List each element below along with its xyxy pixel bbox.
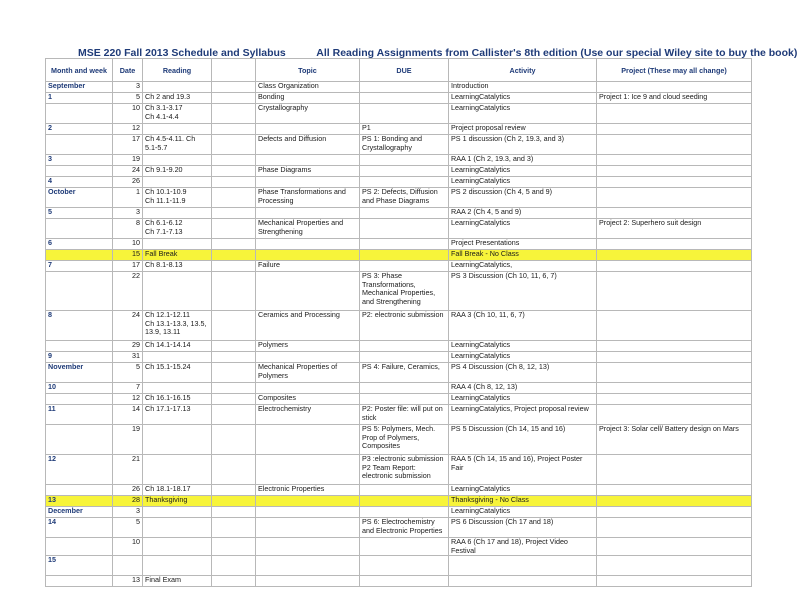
cell-blank — [212, 405, 256, 425]
cell-week — [46, 341, 113, 352]
cell-project — [597, 177, 752, 188]
cell-week: November — [46, 363, 113, 383]
cell-date: 3 — [113, 82, 143, 93]
cell-week: 12 — [46, 455, 113, 485]
cell-topic: Phase Diagrams — [256, 166, 360, 177]
cell-reading: Ch 12.1-12.11 Ch 13.1-13.3, 13.5, 13.9, 13.11 — [143, 311, 212, 341]
cell-blank — [212, 82, 256, 93]
cell-reading — [143, 425, 212, 455]
cell-date: 17 — [113, 261, 143, 272]
cell-activity: LearningCatalytics — [449, 104, 597, 124]
table-row — [46, 135, 752, 155]
cell-topic: Failure — [256, 261, 360, 272]
cell-date: 21 — [113, 455, 143, 485]
cell-project — [597, 82, 752, 93]
cell-due — [360, 507, 449, 518]
cell-due: PS 6: Electrochemistry and Electronic Properties — [360, 518, 449, 538]
cell-due — [360, 556, 449, 576]
table-row — [46, 352, 752, 363]
cell-due — [360, 239, 449, 250]
cell-activity: LearningCatalytics, — [449, 261, 597, 272]
cell-blank — [212, 538, 256, 556]
header-topic: Topic — [256, 59, 360, 82]
cell-topic — [256, 352, 360, 363]
cell-date: 5 — [113, 518, 143, 538]
cell-due: P2: Poster file: will put on stick — [360, 405, 449, 425]
cell-project — [597, 261, 752, 272]
cell-blank — [212, 93, 256, 104]
cell-blank — [212, 188, 256, 208]
table-row — [46, 311, 752, 341]
table-row — [46, 507, 752, 518]
cell-project — [597, 363, 752, 383]
cell-activity: RAA 1 (Ch 2, 19.3, and 3) — [449, 155, 597, 166]
cell-project — [597, 538, 752, 556]
cell-week: 15 — [46, 556, 113, 576]
cell-week: December — [46, 507, 113, 518]
cell-activity: LearningCatalytics — [449, 352, 597, 363]
cell-topic: Defects and Diffusion — [256, 135, 360, 155]
cell-week — [46, 219, 113, 239]
cell-blank — [212, 166, 256, 177]
cell-activity: Introduction — [449, 82, 597, 93]
cell-activity: Project Presentations — [449, 239, 597, 250]
cell-due: P2: electronic submission — [360, 311, 449, 341]
cell-reading — [143, 518, 212, 538]
header-blank — [212, 59, 256, 82]
cell-due: P3 :electronic submission P2 Team Report: electronic submission — [360, 455, 449, 485]
cell-topic: Bonding — [256, 93, 360, 104]
cell-blank — [212, 576, 256, 587]
cell-week — [46, 135, 113, 155]
header-activity: Activity — [449, 59, 597, 82]
cell-week: 14 — [46, 518, 113, 538]
cell-due: PS 2: Defects, Diffusion and Phase Diagrams — [360, 188, 449, 208]
cell-due: PS 5: Polymers, Mech. Prop of Polymers, Composites — [360, 425, 449, 455]
cell-reading: Ch 14.1-14.14 — [143, 341, 212, 352]
cell-project — [597, 455, 752, 485]
cell-week: 9 — [46, 352, 113, 363]
cell-date: 24 — [113, 166, 143, 177]
cell-reading: Ch 9.1-9.20 — [143, 166, 212, 177]
cell-reading — [143, 538, 212, 556]
cell-project — [597, 272, 752, 311]
cell-date: 19 — [113, 155, 143, 166]
cell-activity: RAA 5 (Ch 14, 15 and 16), Project Poster Fair — [449, 455, 597, 485]
cell-activity: RAA 2 (Ch 4, 5 and 9) — [449, 208, 597, 219]
cell-reading: Fall Break — [143, 250, 212, 261]
cell-project: Project 1: Ice 9 and cloud seeding — [597, 93, 752, 104]
cell-due — [360, 383, 449, 394]
table-row — [46, 363, 752, 383]
cell-week: 7 — [46, 261, 113, 272]
cell-reading: Ch 6.1-6.12 Ch 7.1-7.13 — [143, 219, 212, 239]
cell-date: 28 — [113, 496, 143, 507]
cell-topic: Crystallography — [256, 104, 360, 124]
cell-topic — [256, 177, 360, 188]
cell-blank — [212, 394, 256, 405]
cell-date: 3 — [113, 208, 143, 219]
cell-blank — [212, 485, 256, 496]
cell-topic — [256, 383, 360, 394]
cell-activity: Thanksgiving - No Class — [449, 496, 597, 507]
table-row — [46, 177, 752, 188]
schedule-table — [45, 58, 752, 587]
cell-topic: Composites — [256, 394, 360, 405]
header-due: DUE — [360, 59, 449, 82]
cell-project — [597, 383, 752, 394]
cell-topic — [256, 425, 360, 455]
table-row — [46, 425, 752, 455]
cell-due — [360, 538, 449, 556]
cell-topic: Mechanical Properties and Strengthening — [256, 219, 360, 239]
cell-due: PS 4: Failure, Ceramics, — [360, 363, 449, 383]
cell-project — [597, 556, 752, 576]
cell-topic: Ceramics and Processing — [256, 311, 360, 341]
cell-week: 13 — [46, 496, 113, 507]
cell-reading: Ch 16.1-16.15 — [143, 394, 212, 405]
cell-topic — [256, 538, 360, 556]
cell-week: 8 — [46, 311, 113, 341]
cell-blank — [212, 363, 256, 383]
cell-topic: Class Organization — [256, 82, 360, 93]
cell-date: 10 — [113, 104, 143, 124]
cell-reading: Final Exam — [143, 576, 212, 587]
cell-date: 12 — [113, 394, 143, 405]
cell-due — [360, 496, 449, 507]
reading-note: All Reading Assignments from Callister's 8th edition (Use our special Wiley site to buy the book) — [316, 47, 798, 59]
cell-reading — [143, 383, 212, 394]
table-row — [46, 405, 752, 425]
cell-blank — [212, 352, 256, 363]
cell-topic — [256, 556, 360, 576]
cell-reading — [143, 239, 212, 250]
cell-topic — [256, 155, 360, 166]
cell-blank — [212, 219, 256, 239]
cell-date: 26 — [113, 485, 143, 496]
cell-reading: Ch 2 and 19.3 — [143, 93, 212, 104]
cell-week — [46, 576, 113, 587]
cell-project — [597, 135, 752, 155]
cell-blank — [212, 507, 256, 518]
cell-date: 24 — [113, 311, 143, 341]
cell-reading: Ch 10.1-10.9 Ch 11.1-11.9 — [143, 188, 212, 208]
cell-topic: Electrochemistry — [256, 405, 360, 425]
table-row — [46, 272, 752, 311]
cell-blank — [212, 383, 256, 394]
cell-topic — [256, 124, 360, 135]
cell-week: 3 — [46, 155, 113, 166]
table-row — [46, 496, 752, 507]
table-row — [46, 455, 752, 485]
cell-topic: Phase Transformations and Processing — [256, 188, 360, 208]
cell-project — [597, 250, 752, 261]
cell-blank — [212, 155, 256, 166]
cell-date: 5 — [113, 363, 143, 383]
table-row — [46, 556, 752, 576]
cell-project — [597, 405, 752, 425]
cell-date: 15 — [113, 250, 143, 261]
cell-due — [360, 352, 449, 363]
cell-due — [360, 155, 449, 166]
header-project: Project (These may all change) — [597, 59, 752, 82]
cell-topic: Electronic Properties — [256, 485, 360, 496]
cell-date: 7 — [113, 383, 143, 394]
cell-activity: LearningCatalytics — [449, 166, 597, 177]
cell-reading — [143, 177, 212, 188]
header-date: Date — [113, 59, 143, 82]
cell-week — [46, 272, 113, 311]
cell-due — [360, 341, 449, 352]
cell-reading — [143, 208, 212, 219]
cell-reading — [143, 82, 212, 93]
cell-project — [597, 576, 752, 587]
cell-project — [597, 239, 752, 250]
cell-due — [360, 104, 449, 124]
cell-blank — [212, 556, 256, 576]
cell-blank — [212, 272, 256, 311]
cell-reading — [143, 507, 212, 518]
cell-blank — [212, 208, 256, 219]
cell-reading: Ch 18.1-18.17 — [143, 485, 212, 496]
cell-activity: LearningCatalytics — [449, 177, 597, 188]
cell-week — [46, 538, 113, 556]
cell-date: 14 — [113, 405, 143, 425]
cell-reading — [143, 352, 212, 363]
cell-blank — [212, 177, 256, 188]
header-reading: Reading — [143, 59, 212, 82]
cell-reading: Ch 17.1-17.13 — [143, 405, 212, 425]
cell-project — [597, 341, 752, 352]
cell-activity: PS 4 Discussion (Ch 8, 12, 13) — [449, 363, 597, 383]
cell-due: PS 3: Phase Transformations, Mechanical Properties, and Strengthening — [360, 272, 449, 311]
cell-activity: Fall Break - No Class — [449, 250, 597, 261]
cell-project — [597, 496, 752, 507]
cell-blank — [212, 124, 256, 135]
cell-date: 10 — [113, 239, 143, 250]
cell-due — [360, 208, 449, 219]
table-row — [46, 341, 752, 352]
table-row — [46, 208, 752, 219]
cell-date: 3 — [113, 507, 143, 518]
cell-week: 1 — [46, 93, 113, 104]
cell-activity: PS 6 Discussion (Ch 17 and 18) — [449, 518, 597, 538]
table-row — [46, 518, 752, 538]
table-row — [46, 394, 752, 405]
cell-due: PS 1: Bonding and Crystallography — [360, 135, 449, 155]
cell-week — [46, 394, 113, 405]
cell-activity — [449, 576, 597, 587]
cell-week — [46, 104, 113, 124]
cell-date: 31 — [113, 352, 143, 363]
cell-due — [360, 82, 449, 93]
cell-date: 5 — [113, 93, 143, 104]
cell-topic — [256, 576, 360, 587]
cell-week: 11 — [46, 405, 113, 425]
cell-topic — [256, 507, 360, 518]
table-row — [46, 104, 752, 124]
cell-date — [113, 556, 143, 576]
cell-reading: Ch 8.1-8.13 — [143, 261, 212, 272]
cell-due — [360, 219, 449, 239]
table-row — [46, 93, 752, 104]
cell-reading — [143, 124, 212, 135]
cell-topic — [256, 208, 360, 219]
cell-due — [360, 177, 449, 188]
cell-project — [597, 155, 752, 166]
cell-topic — [256, 250, 360, 261]
table-row — [46, 576, 752, 587]
cell-date: 29 — [113, 341, 143, 352]
cell-reading — [143, 155, 212, 166]
cell-date: 8 — [113, 219, 143, 239]
cell-due — [360, 250, 449, 261]
cell-project — [597, 188, 752, 208]
cell-week — [46, 166, 113, 177]
cell-date: 19 — [113, 425, 143, 455]
cell-activity: LearningCatalytics — [449, 93, 597, 104]
cell-project — [597, 507, 752, 518]
cell-project — [597, 166, 752, 177]
cell-activity: PS 2 discussion (Ch 4, 5 and 9) — [449, 188, 597, 208]
table-row — [46, 124, 752, 135]
cell-due — [360, 261, 449, 272]
cell-activity: LearningCatalytics — [449, 341, 597, 352]
cell-blank — [212, 455, 256, 485]
cell-project — [597, 518, 752, 538]
cell-activity: RAA 4 (Ch 8, 12, 13) — [449, 383, 597, 394]
cell-reading — [143, 455, 212, 485]
cell-week: September — [46, 82, 113, 93]
cell-blank — [212, 425, 256, 455]
cell-date: 13 — [113, 576, 143, 587]
cell-date: 17 — [113, 135, 143, 155]
cell-project — [597, 394, 752, 405]
cell-activity: LearningCatalytics, Project proposal review — [449, 405, 597, 425]
cell-activity: PS 5 Discussion (Ch 14, 15 and 16) — [449, 425, 597, 455]
cell-topic — [256, 239, 360, 250]
cell-reading: Thanksgiving — [143, 496, 212, 507]
cell-activity: LearningCatalytics — [449, 394, 597, 405]
cell-project — [597, 311, 752, 341]
cell-week: 10 — [46, 383, 113, 394]
cell-due — [360, 93, 449, 104]
table-row — [46, 219, 752, 239]
cell-reading — [143, 272, 212, 311]
cell-date: 1 — [113, 188, 143, 208]
cell-project — [597, 485, 752, 496]
cell-date: 26 — [113, 177, 143, 188]
table-row — [46, 485, 752, 496]
cell-activity — [449, 556, 597, 576]
cell-blank — [212, 135, 256, 155]
table-row — [46, 383, 752, 394]
cell-project — [597, 104, 752, 124]
table-row — [46, 155, 752, 166]
table-row — [46, 538, 752, 556]
cell-topic — [256, 518, 360, 538]
cell-blank — [212, 496, 256, 507]
cell-due — [360, 576, 449, 587]
cell-blank — [212, 518, 256, 538]
cell-topic — [256, 272, 360, 311]
cell-project: Project 2: Superhero suit design — [597, 219, 752, 239]
table-row — [46, 239, 752, 250]
header-row — [46, 59, 752, 82]
table-row — [46, 188, 752, 208]
cell-date: 12 — [113, 124, 143, 135]
cell-activity: Project proposal review — [449, 124, 597, 135]
cell-topic: Mechanical Properties of Polymers — [256, 363, 360, 383]
cell-project — [597, 124, 752, 135]
cell-week: 5 — [46, 208, 113, 219]
cell-reading: Ch 4.5-4.11. Ch 5.1-5.7 — [143, 135, 212, 155]
cell-project: Project 3: Solar cell/ Battery design on Mars — [597, 425, 752, 455]
cell-blank — [212, 239, 256, 250]
cell-activity: PS 1 discussion (Ch 2, 19.3, and 3) — [449, 135, 597, 155]
cell-reading: Ch 15.1-15.24 — [143, 363, 212, 383]
course-title: MSE 220 Fall 2013 Schedule and Syllabus — [78, 47, 286, 59]
cell-activity: PS 3 Discussion (Ch 10, 11, 6, 7) — [449, 272, 597, 311]
cell-week — [46, 425, 113, 455]
cell-week — [46, 485, 113, 496]
cell-topic: Polymers — [256, 341, 360, 352]
cell-reading: Ch 3.1-3.17 Ch 4.1-4.4 — [143, 104, 212, 124]
cell-due — [360, 485, 449, 496]
cell-activity: LearningCatalytics — [449, 219, 597, 239]
cell-activity: LearningCatalytics — [449, 485, 597, 496]
cell-week: 6 — [46, 239, 113, 250]
cell-blank — [212, 341, 256, 352]
cell-blank — [212, 311, 256, 341]
cell-due: P1 — [360, 124, 449, 135]
cell-project — [597, 208, 752, 219]
cell-date: 10 — [113, 538, 143, 556]
cell-week: October — [46, 188, 113, 208]
table-row — [46, 250, 752, 261]
cell-topic — [256, 455, 360, 485]
cell-activity: RAA 3 (Ch 10, 11, 6, 7) — [449, 311, 597, 341]
header-month-week: Month and week — [46, 59, 113, 82]
table-row — [46, 166, 752, 177]
table-row — [46, 261, 752, 272]
table-row — [46, 82, 752, 93]
cell-blank — [212, 261, 256, 272]
cell-week: 2 — [46, 124, 113, 135]
cell-blank — [212, 104, 256, 124]
cell-activity: RAA 6 (Ch 17 and 18), Project Video Festival — [449, 538, 597, 556]
cell-blank — [212, 250, 256, 261]
cell-due — [360, 394, 449, 405]
cell-project — [597, 352, 752, 363]
cell-topic — [256, 496, 360, 507]
cell-reading — [143, 556, 212, 576]
cell-activity: LearningCatalytics — [449, 507, 597, 518]
cell-week — [46, 250, 113, 261]
cell-due — [360, 166, 449, 177]
cell-week: 4 — [46, 177, 113, 188]
cell-date: 22 — [113, 272, 143, 311]
